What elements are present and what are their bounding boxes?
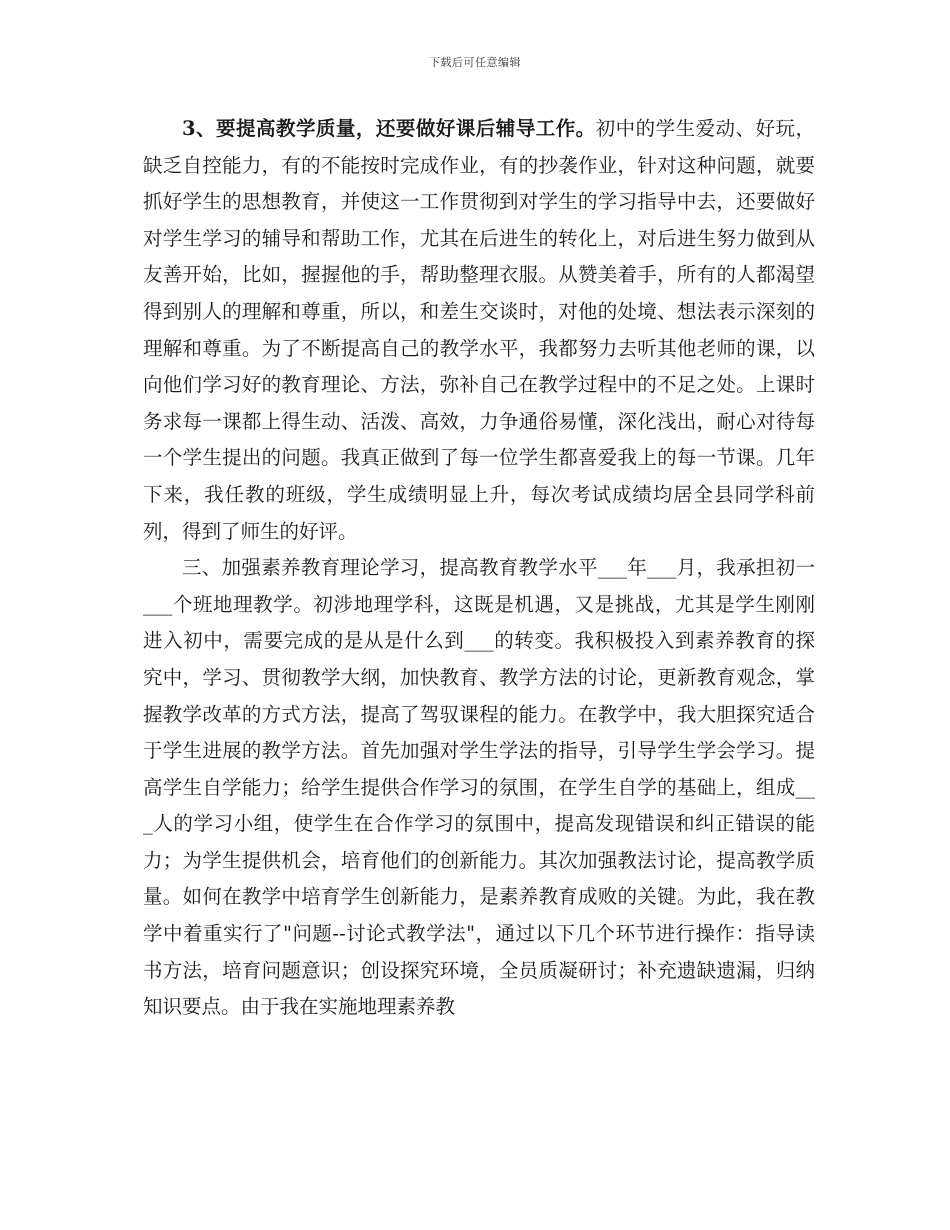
paragraph-text: 三、加强素养教育理论学习，提高教育教学水平___年___月，我承担初一___个班地理教学。初涉地理学科，这既是机遇，又是挑战，尤其是学生刚刚进入初中，需要完成的是从是什么到___的转变。我积极投入到素养教育的探究中，学习、贯彻教学大纲，加快教育、教学方法的讨论，更新教育观念，掌握教学改革的方式方法，提高了驾驭课程的能力。在教学中，我大胆探究适合于学生进展的教学方法。首先加强对学生学法的指导，引导学生学会学习。提高学生自学能力；给学生提供合作学习的氛围，在学生自学的基础上，组成___人的学习小组，使学生在合作学习的氛围中，提高发现错误和纠正错误的能力；为学生提供机会，培育他们的创新能力。其次加强教法讨论，提高教学质量。如何在教学中培育学生创新能力，是素养教育成败的关键。为此，我在教学中着重实行了"问题--讨论式教学法"，通过以下几个环节进行操作：指导读书方法，培育问题意识；创设探究环境，全员质凝研讨；补充遗缺遗漏，归纳知识要点。由于我在实施地理素养教 (143, 556, 815, 1019)
paragraph-bold-lead: 3、要提高教学质量，还要做好课后辅导工作。 (182, 117, 596, 140)
paragraph-tutoring (143, 111, 815, 550)
paragraph-quality-education (143, 550, 815, 1026)
page-header: 下载后可任意编辑 (429, 56, 521, 69)
paragraph-text: 初中的学生爱动、好玩，缺乏自控能力，有的不能按时完成作业，有的抄袭作业，针对这种问题，就要抓好学生的思想教育，并使这一工作贯彻到对学生的学习指导中去，还要做好对学生学习的辅导和帮助工作，尤其在后进生的转化上，对后进生努力做到从友善开始，比如，握握他的手，帮助整理衣服。从赞美着手，所有的人都渴望得到别人的理解和尊重，所以，和差生交谈时，对他的处境、想法表示深刻的理解和尊重。为了不断提高自己的教学水平，我都努力去听其他老师的课，以向他们学习好的教育理论、方法，弥补自己在教学过程中的不足之处。上课时务求每一课都上得生动、活泼、高效，力争通俗易懂，深化浅出，耐心对待每一个学生提出的问题。我真正做到了每一位学生都喜爱我上的每一节课。几年下来，我任教的班级，学生成绩明显上升，每次考试成绩均居全县同学科前列，得到了师生的好评。 (143, 117, 815, 543)
document-body (143, 111, 815, 1026)
